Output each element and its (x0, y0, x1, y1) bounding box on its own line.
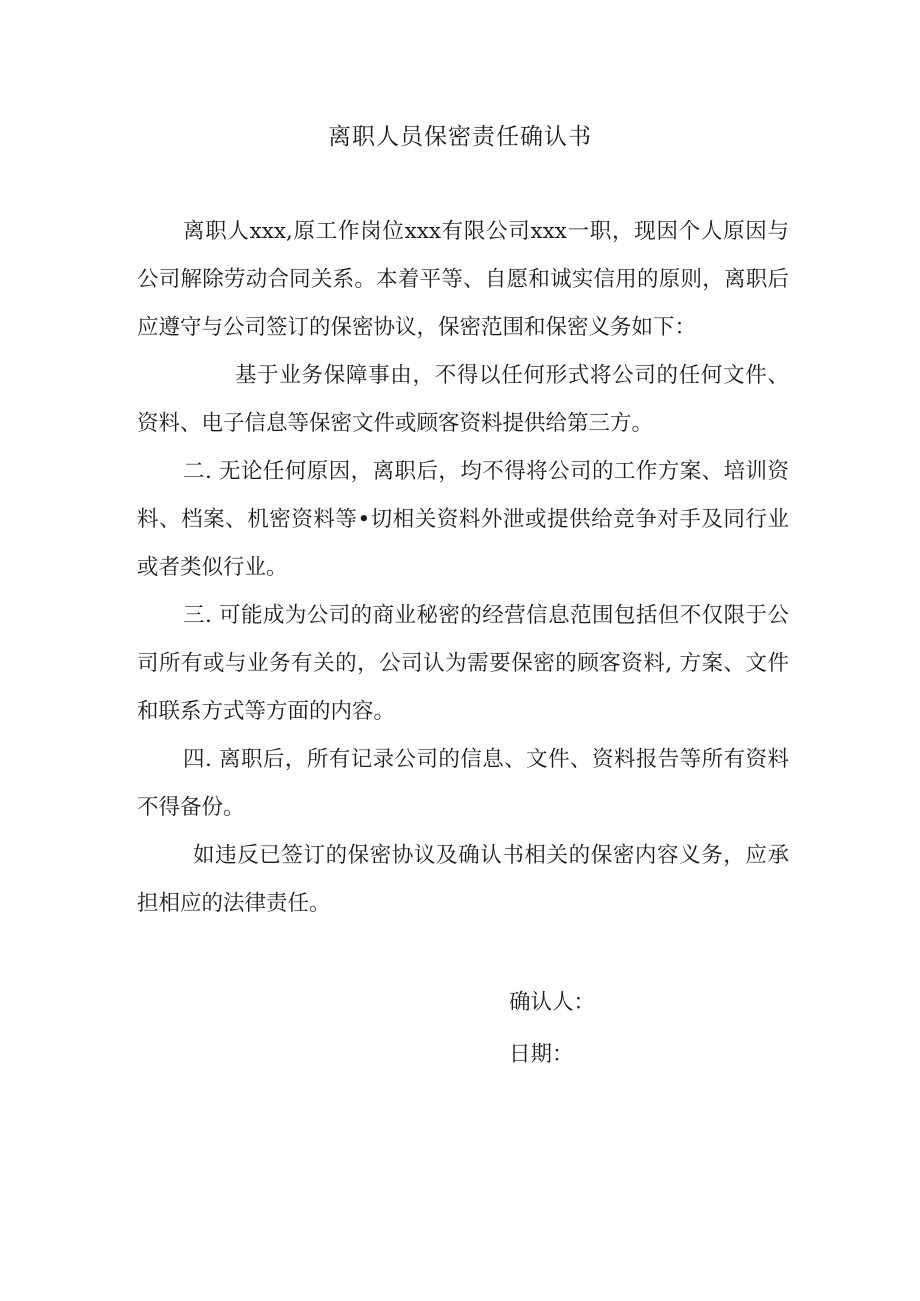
signature-date-label: 日期： (509, 1042, 574, 1067)
paragraph-clause-2: 二. 无论任何原因，离职后，均不得将公司的工作方案、培训资料、档案、机密资料等•切相关资料外泄或提供给竞争对手及同行业或者类似行业。 (137, 459, 789, 580)
paragraph-liability: 如违反已签订的保密协议及确认书相关的保密内容义务，应承担相应的法律责任。 (137, 843, 789, 916)
paragraph-clause-3: 三. 可能成为公司的商业秘密的经营信息范围包括但不仅限于公司所有或与业务有关的，公司认为需要保密的顾客资料, 方案、文件和联系方式等方面的内容。 (137, 603, 789, 724)
paragraph-intro: 离职人xxx,原工作岗位xxx有限公司xxx一职，现因个人原因与公司解除劳动合同关系。本着平等、自愿和诚实信用的原则，离职后应遵守与公司签订的保密协议，保密范围和保密义务如下： (137, 219, 789, 340)
paragraph-clause-1: 基于业务保障事由，不得以任何形式将公司的任何文件、资料、电子信息等保密文件或顾客资料提供给第三方。 (137, 363, 789, 436)
paragraph-clause-4: 四. 离职后，所有记录公司的信息、文件、资料报告等所有资料不得备份。 (137, 747, 789, 820)
document-title: 离职人员保密责任确认书 (328, 124, 592, 150)
signature-confirmer-label: 确认人： (509, 990, 596, 1015)
